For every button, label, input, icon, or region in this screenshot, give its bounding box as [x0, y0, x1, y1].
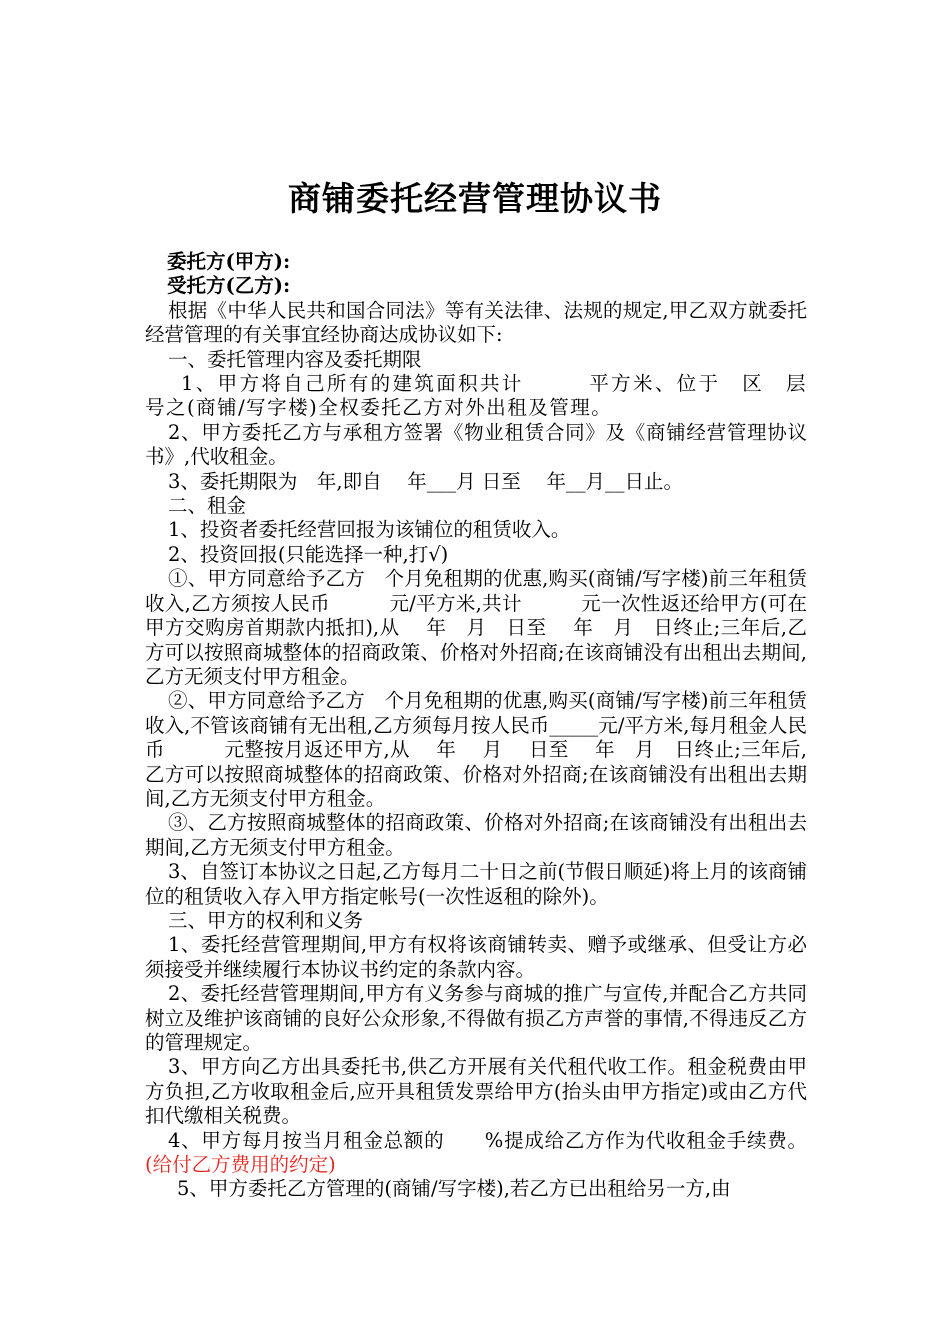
- party-a-label: 委托方(甲方):: [167, 250, 291, 273]
- section2-item2: 2、投资回报(只能选择一种,打√): [168, 542, 449, 566]
- document-title: 商铺委托经营管理协议书: [288, 179, 662, 218]
- section3-item3: 3、甲方向乙方出具委托书,供乙方开展有关代租代收工作。租金税费由甲方负担,乙方收取租金后,应开具租赁发票给甲方(抬头由甲方指定)或由乙方代扣代缴相关税费。: [145, 1055, 807, 1128]
- section1-item2: 2、甲方委托乙方与承租方签署《物业租赁合同》及《商铺经营管理协议书》,代收租金。: [145, 420, 807, 469]
- section1-item3-blank-3: __: [604, 469, 625, 493]
- section3-item4-text: 4、甲方每月按当月租金总额的 %提成给乙方作为代收租金手续费。: [168, 1128, 807, 1152]
- section2-item1: 1、投资者委托经营回报为该铺位的租赁收入。: [168, 518, 571, 542]
- party-b-label: 受托方(乙方):: [167, 274, 291, 298]
- section2-option2-blank: _____: [549, 713, 599, 737]
- section1-item3-blank-2: __: [565, 469, 586, 493]
- section2-option2-part-a: ②、甲方同意给予乙方 个月免租期的优惠,购买(商铺/写字楼)前三年租赁收入,不管该商铺有无出租,乙方须每月按人民币: [145, 689, 807, 737]
- section1-item3-part-c: 月: [585, 469, 605, 493]
- section2-heading: 二、租金: [168, 494, 247, 518]
- section2-option3: ③、乙方按照商城整体的招商政策、价格对外招商;在该商铺没有出租出去期间,乙方无须支付甲方租金。: [145, 811, 807, 859]
- section2-item3: 3、自签订本协议之日起,乙方每月二十日之前(节假日顺延)将上月的该商铺位的租赁收入存入甲方指定帐号(一次性返租的除外)。: [145, 860, 807, 908]
- section1-heading: 一、委托管理内容及委托期限: [168, 347, 422, 371]
- section3-item4: [145, 1129, 807, 1178]
- section2-option2: [145, 689, 807, 811]
- section1-item3-part-a: 3、委托期限为 年,即自 年: [168, 469, 427, 493]
- section3-item2: 2、委托经营管理期间,甲方有义务参与商城的推广与宣传,并配合乙方共同树立及维护该商铺的良好公众形象,不得做有损乙方声誉的事情,不得违反乙方的管理规定。: [145, 982, 807, 1054]
- section3-heading: 三、甲方的权利和义务: [168, 908, 364, 932]
- section3-item1: 1、委托经营管理期间,甲方有权将该商铺转卖、赠予或继承、但受让方必须接受并继续履行本协议书约定的条款内容。: [145, 933, 807, 981]
- section1-item3-part-b: 月 日至 年: [456, 469, 566, 493]
- preamble-paragraph: 根据《中华人民共和国合同法》等有关法律、法规的规定,甲乙双方就委托经营管理的有关事宜经协商达成协议如下:: [145, 298, 807, 347]
- fee-agreement-note: (给付乙方费用的约定): [145, 1153, 336, 1177]
- section1-item3: [145, 470, 807, 494]
- section1-item1: 1、甲方将自己所有的建筑面积共计 平方米、位于 区 层 号之(商铺/写字楼)全权委托乙方对外出租及管理。: [145, 372, 829, 420]
- section2-option2-part-b: 元/平方米,每月租金人民币 元整按月返还甲方,从 年 月 日至 年 月 日终止;三年后,乙方可以按照商城整体的招商政策、价格对外招商;在该商铺没有出租出去期间,乙方无须支付甲方租金。: [145, 713, 807, 810]
- section2-option1: ①、甲方同意给予乙方 个月免租期的优惠,购买(商铺/写字楼)前三年租赁收入,乙方须按人民币 元/平方米,共计 元一次性返还给甲方(可在甲方交购房首期款内抵扣),从 年 月 日至 年 月 日终止;三年后,乙方可以按照商城整体的招商政策、价格对外招商;在该商铺没有出租出去期间,乙方无须支付甲方租金。: [145, 567, 807, 688]
- section3-item5: 5、甲方委托乙方管理的(商铺/写字楼),若乙方已出租给另一方,由: [177, 1177, 731, 1201]
- section1-item3-part-d: 日止。: [624, 469, 683, 493]
- section1-item3-blank-1: ___: [426, 469, 457, 493]
- document-body: [145, 250, 829, 1202]
